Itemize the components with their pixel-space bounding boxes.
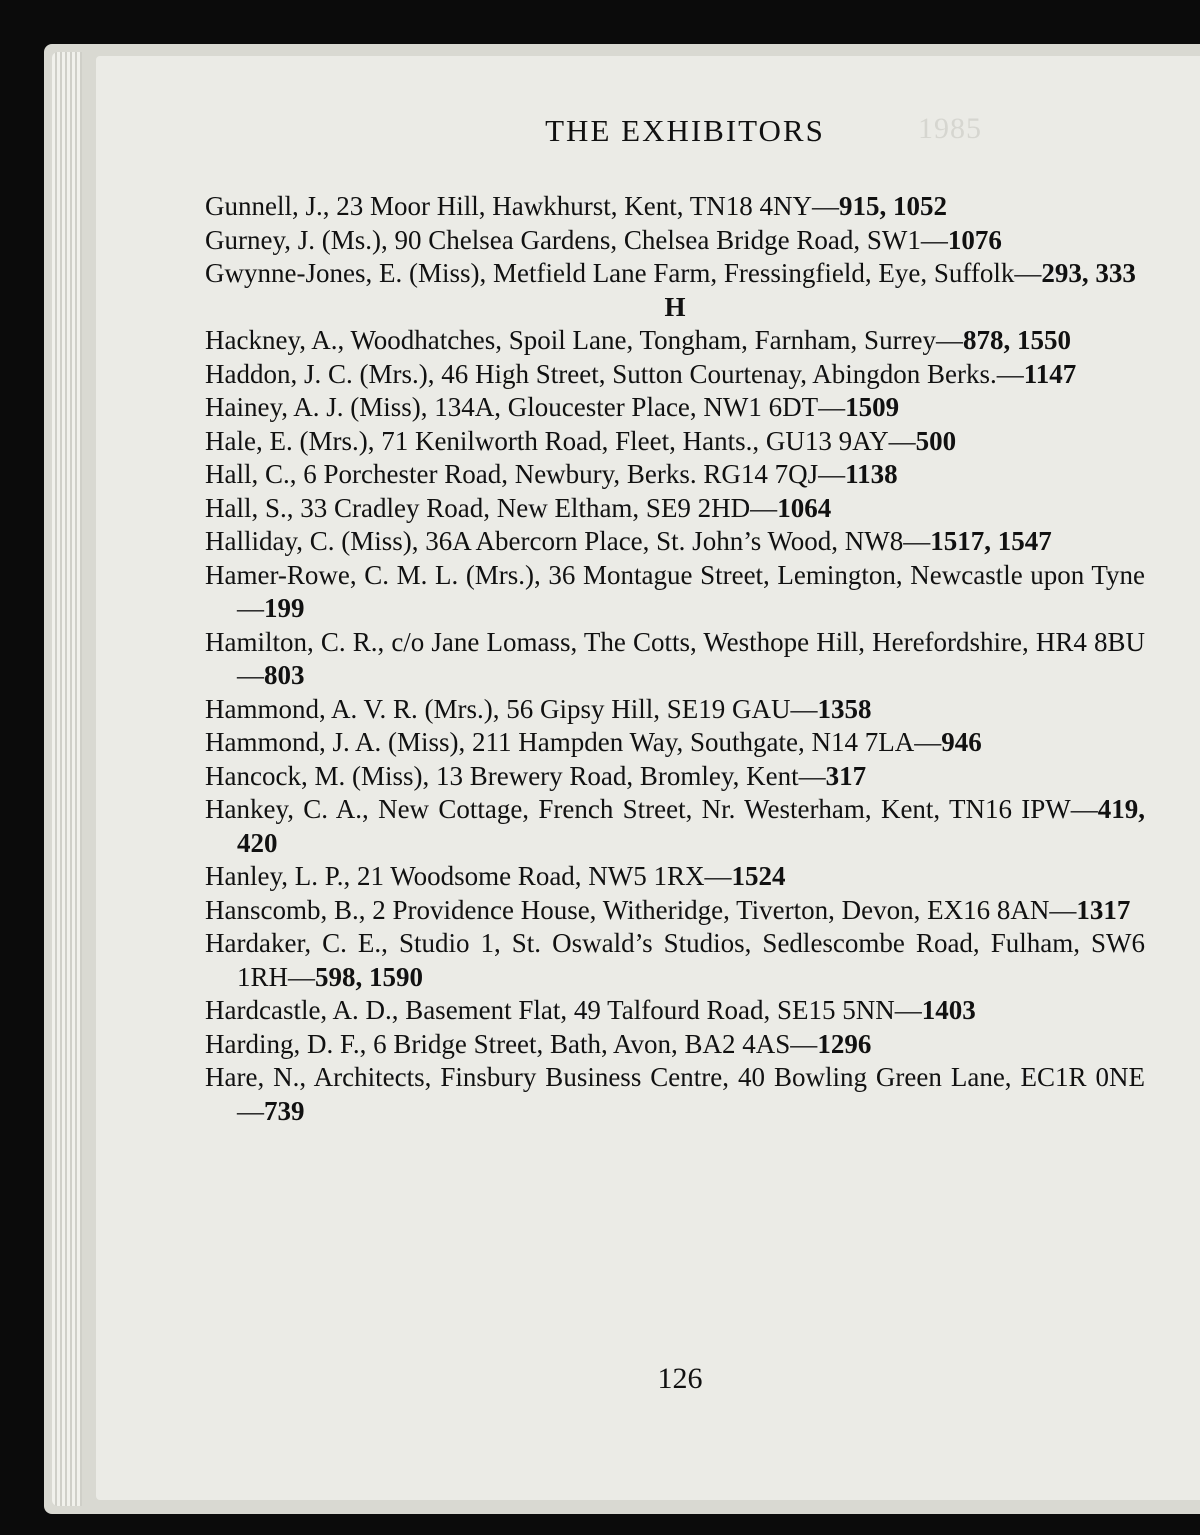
exhibitor-entry <box>205 894 1145 928</box>
exhibitor-entry <box>205 860 1145 894</box>
exhibit-numbers: 293, 333 <box>1041 258 1136 288</box>
exhibitor-entry <box>205 626 1145 693</box>
exhibit-numbers: 1358 <box>817 693 872 724</box>
exhibitor-details: Hammond, A. V. R. (Mrs.), 56 Gipsy Hill, SE19 GAU— <box>205 693 818 724</box>
exhibit-numbers: 500 <box>915 425 957 456</box>
exhibit-numbers: 1517, 1547 <box>930 526 1052 556</box>
exhibitor-details: Hardaker, C. E., Studio 1, St. Oswald’s Studios, Sedlescombe Road, Fulham, SW6 1RH— <box>205 928 1145 992</box>
exhibitor-entry <box>205 391 1145 425</box>
exhibitor-entry <box>205 425 1145 459</box>
exhibit-numbers: 199 <box>264 593 305 623</box>
exhibitor-entry <box>205 1028 1145 1062</box>
exhibitor-details: Halliday, C. (Miss), 36A Abercorn Place, St. John’s Wood, NW8— <box>205 526 931 556</box>
exhibitor-entry <box>205 559 1145 626</box>
exhibitor-details: Harding, D. F., 6 Bridge Street, Bath, Avon, BA2 4AS— <box>205 1028 818 1059</box>
exhibit-numbers: 1509 <box>845 392 900 422</box>
exhibitor-details: Hanscomb, B., 2 Providence House, Witheridge, Tiverton, Devon, EX16 8AN— <box>205 894 1077 925</box>
exhibitor-entry <box>205 492 1145 526</box>
exhibitor-details: Hancock, M. (Miss), 13 Brewery Road, Bromley, Kent— <box>205 760 826 791</box>
exhibitor-entry <box>205 324 1145 358</box>
exhibitor-details: Hanley, L. P., 21 Woodsome Road, NW5 1RX— <box>205 861 732 891</box>
exhibitor-entry <box>205 190 1145 224</box>
exhibitor-details: Hale, E. (Mrs.), 71 Kenilworth Road, Fleet, Hants., GU13 9AY— <box>205 425 916 456</box>
exhibitor-entry <box>205 224 1145 258</box>
exhibitor-entry <box>205 994 1145 1028</box>
exhibitor-details: Hare, N., Architects, Finsbury Business Centre, 40 Bowling Green Lane, EC1R 0NE— <box>205 1062 1145 1126</box>
exhibit-numbers: 878, 1550 <box>963 325 1072 355</box>
exhibitor-details: Hamilton, C. R., c/o Jane Lomass, The Cotts, Westhope Hill, Herefordshire, HR4 8BU— <box>205 626 1145 690</box>
exhibit-numbers: 915, 1052 <box>838 191 947 221</box>
exhibit-numbers: 419, 420 <box>237 794 1145 858</box>
exhibit-numbers: 1296 <box>817 1028 872 1059</box>
exhibitor-details: Hainey, A. J. (Miss), 134A, Gloucester Place, NW1 6DT— <box>205 392 846 422</box>
exhibitor-details: Hamer-Rowe, C. M. L. (Mrs.), 36 Montague Street, Lemington, Newcastle upon Tyne— <box>205 559 1145 623</box>
exhibit-numbers: 946 <box>941 727 982 757</box>
bleed-through-text: 1985 <box>918 112 982 145</box>
exhibit-numbers: 1317 <box>1076 894 1131 925</box>
exhibitor-entry <box>205 358 1145 392</box>
exhibitor-details: Hall, S., 33 Cradley Road, New Eltham, SE9 2HD— <box>205 492 778 523</box>
exhibit-numbers: 1138 <box>845 459 898 489</box>
exhibitor-entry <box>205 760 1145 794</box>
exhibitor-details: Gwynne-Jones, E. (Miss), Metfield Lane Farm, Fressingfield, Eye, Suffolk— <box>205 258 1042 288</box>
exhibitor-details: Hall, C., 6 Porchester Road, Newbury, Berks. RG14 7QJ— <box>205 459 846 489</box>
exhibitor-entry <box>205 257 1145 291</box>
exhibitor-details: Hankey, C. A., New Cottage, French Street, Nr. Westerham, Kent, TN16 IPW— <box>205 794 1098 824</box>
section-letter: H <box>664 291 686 322</box>
exhibitor-entry <box>205 693 1145 727</box>
exhibit-numbers: 1147 <box>1023 358 1077 389</box>
exhibitor-group-h <box>205 324 1145 1128</box>
exhibitor-entry <box>205 726 1145 760</box>
exhibitor-details: Gurney, J. (Ms.), 90 Chelsea Gardens, Chelsea Bridge Road, SW1— <box>205 224 948 255</box>
exhibit-numbers: 1076 <box>947 224 1002 255</box>
exhibitor-details: Hammond, J. A. (Miss), 211 Hampden Way, Southgate, N14 7LA— <box>205 727 942 757</box>
page-number: 126 <box>657 1362 703 1395</box>
exhibit-numbers: 739 <box>264 1095 305 1126</box>
exhibitor-entry <box>205 1061 1145 1128</box>
exhibit-numbers: 803 <box>264 660 305 690</box>
page-title: THE EXHIBITORS <box>545 113 825 148</box>
exhibitor-details: Gunnell, J., 23 Moor Hill, Hawkhurst, Kent, TN18 4NY— <box>205 191 839 221</box>
exhibitor-details: Haddon, J. C. (Mrs.), 46 High Street, Sutton Courtenay, Abingdon Berks.— <box>205 358 1024 389</box>
exhibit-numbers: 1403 <box>921 995 976 1025</box>
exhibitor-group-g <box>205 190 1145 291</box>
exhibit-numbers: 1524 <box>731 861 786 891</box>
exhibitor-entry <box>205 458 1145 492</box>
exhibitor-entry <box>205 793 1145 860</box>
exhibit-numbers: 317 <box>825 760 867 791</box>
exhibitor-details: Hackney, A., Woodhatches, Spoil Lane, Tongham, Farnham, Surrey— <box>205 325 964 355</box>
exhibit-numbers: 598, 1590 <box>315 961 424 992</box>
exhibitor-entry <box>205 525 1145 559</box>
exhibit-numbers: 1064 <box>777 492 832 523</box>
exhibitor-entry <box>205 927 1145 994</box>
exhibitor-list <box>205 190 1145 1128</box>
exhibitor-details: Hardcastle, A. D., Basement Flat, 49 Talfourd Road, SE15 5NN— <box>205 995 922 1025</box>
